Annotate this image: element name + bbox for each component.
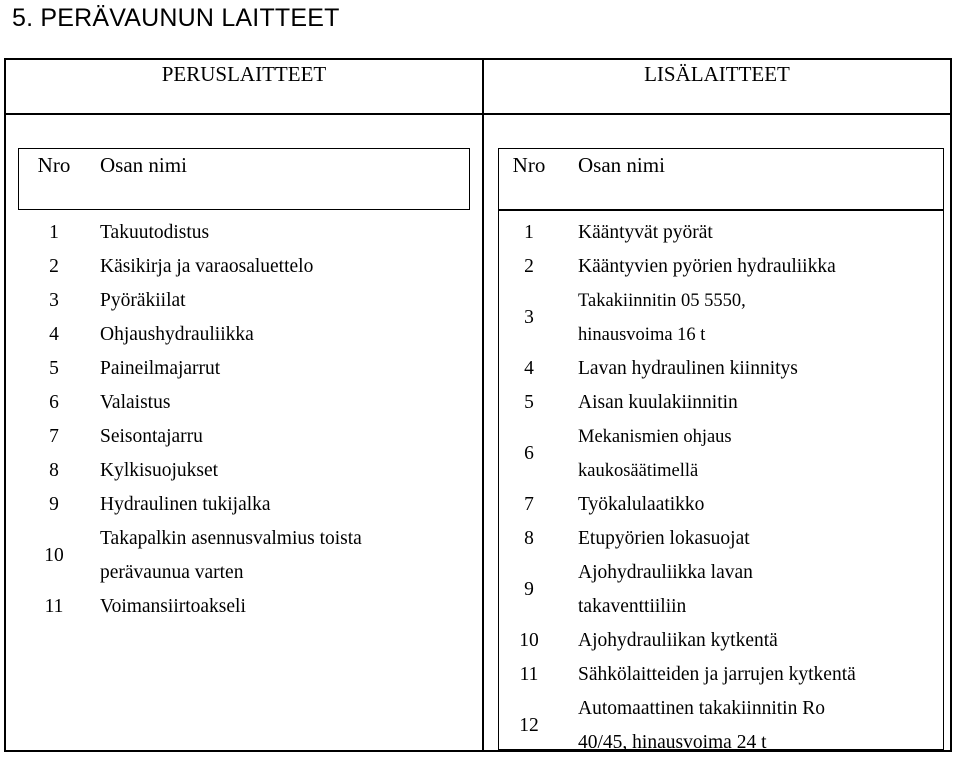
table-row: [18, 250, 470, 284]
row-number: 3: [49, 290, 59, 311]
basic-equipment-title: PERUSLAITTEET: [161, 62, 327, 86]
basic-header-row: [18, 148, 470, 182]
row-number: 10: [44, 545, 64, 566]
table-row: [498, 658, 944, 692]
table-row: [18, 454, 470, 488]
part-name-line: Automaattinen takakiinnitin Ro: [578, 698, 825, 719]
row-number: 8: [524, 528, 534, 549]
row-number: 2: [524, 256, 534, 277]
row-number: 6: [49, 392, 59, 413]
extra-header-row: [498, 148, 944, 182]
table-row: [498, 284, 944, 352]
row-number: 6: [524, 443, 534, 464]
part-name-line: perävaunua varten: [100, 562, 244, 583]
part-name: Ajohydrauliikan kytkentä: [578, 630, 778, 651]
part-name: Aisan kuulakiinnitin: [578, 392, 738, 413]
part-name: Sähkölaitteiden ja jarrujen kytkentä: [578, 664, 856, 685]
row-number: 4: [49, 324, 59, 345]
part-name: Paineilmajarrut: [100, 358, 221, 379]
table-row: [18, 420, 470, 454]
row-number: 5: [524, 392, 534, 413]
extra-equipment-title: LISÄLAITTEET: [644, 62, 790, 86]
part-name: [560, 420, 944, 488]
basic-equipment-table: [18, 148, 470, 624]
table-row: [498, 522, 944, 556]
part-name: Seisontajarru: [100, 426, 203, 447]
part-name: [560, 556, 944, 624]
part-name-line: hinausvoima 16 t: [578, 325, 706, 345]
row-number: 10: [519, 630, 539, 651]
table-row: [498, 692, 944, 760]
extra-equipment-table: [498, 148, 944, 760]
row-number: 1: [49, 222, 59, 243]
table-row: [18, 352, 470, 386]
part-name: [560, 692, 944, 760]
part-name: Valaistus: [100, 392, 171, 413]
table-row: [498, 352, 944, 386]
row-number: 9: [49, 494, 59, 515]
table-row: [498, 250, 944, 284]
row-number: 7: [49, 426, 59, 447]
table-row: [498, 216, 944, 250]
row-number: 9: [524, 579, 534, 600]
table-row: [18, 590, 470, 624]
table-row: [18, 284, 470, 318]
part-name: Työkalulaatikko: [578, 494, 705, 515]
table-row: [498, 488, 944, 522]
column-divider: [482, 58, 484, 752]
row-number: 3: [524, 307, 534, 328]
table-row: [498, 556, 944, 624]
page-title: 5. PERÄVAUNUN LAITTEET: [12, 4, 340, 32]
row-number: 1: [524, 222, 534, 243]
part-name: Etupyörien lokasuojat: [578, 528, 750, 549]
table-row: [18, 488, 470, 522]
table-row: [18, 522, 470, 590]
part-name: [90, 522, 470, 590]
table-row: [498, 624, 944, 658]
row-number: 11: [44, 596, 64, 617]
part-name: Voimansiirtoakseli: [100, 596, 246, 617]
table-row: [18, 318, 470, 352]
extra-col-nro: Nro: [512, 152, 546, 177]
part-name-line: Takapalkin asennusvalmius toista: [100, 528, 362, 549]
part-name: Takuutodistus: [100, 222, 210, 243]
table-row: [498, 386, 944, 420]
row-number: 8: [49, 460, 59, 481]
part-name-line: kaukosäätimellä: [578, 461, 699, 481]
table-row: [498, 420, 944, 488]
part-name: Kääntyvien pyörien hydrauliikka: [578, 256, 836, 277]
part-name: Kääntyvät pyörät: [578, 222, 713, 243]
part-name: Pyöräkiilat: [100, 290, 186, 311]
part-name: Ohjaushydrauliikka: [100, 324, 254, 345]
part-name-line: Mekanismien ohjaus: [578, 427, 732, 447]
table-row: [18, 216, 470, 250]
basic-col-name: Osan nimi: [100, 152, 187, 177]
part-name-line: Ajohydrauliikka lavan: [578, 562, 753, 583]
part-name: Käsikirja ja varaosaluettelo: [100, 256, 314, 277]
part-name: Kylkisuojukset: [100, 460, 219, 481]
row-number: 2: [49, 256, 59, 277]
part-name: Lavan hydraulinen kiinnitys: [578, 358, 798, 379]
row-number: 12: [519, 715, 539, 736]
basic-col-nro: Nro: [37, 152, 71, 177]
row-number: 7: [524, 494, 534, 515]
section-header-divider: [4, 113, 952, 115]
part-name: Hydraulinen tukijalka: [100, 494, 271, 515]
part-name-line: Takakiinnitin 05 5550,: [578, 291, 746, 311]
table-row: [18, 386, 470, 420]
row-number: 5: [49, 358, 59, 379]
part-name: [560, 284, 944, 352]
row-number: 4: [524, 358, 534, 379]
part-name-line: 40/45, hinausvoima 24 t: [578, 732, 767, 753]
extra-col-name: Osan nimi: [578, 152, 665, 177]
part-name-line: takaventtiiliin: [578, 596, 687, 617]
row-number: 11: [519, 664, 539, 685]
